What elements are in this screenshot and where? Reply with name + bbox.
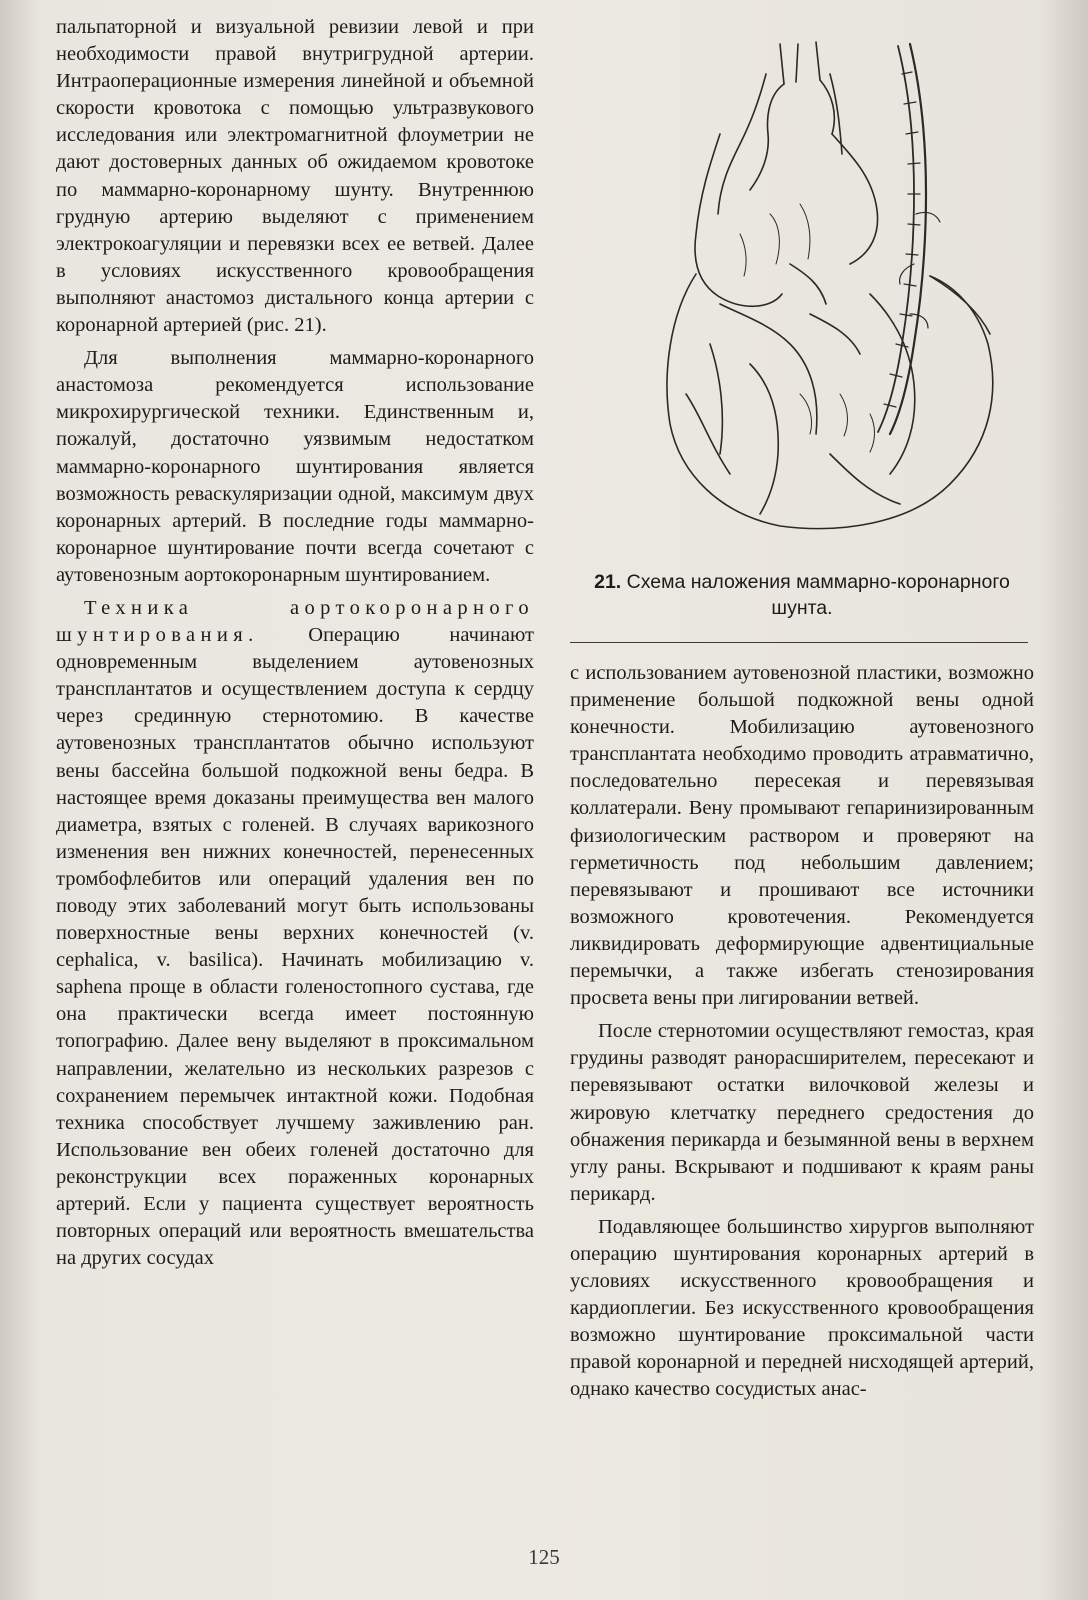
right-column: [570, 14, 1034, 1401]
left-paragraph-3-text: Операцию начинают одновременным выделением аутовенозных трансплантатов и осуществлением доступа к сердцу через срединную стернотомию. В качестве аутовенозных трансплантатов обычно используют вены бассейна большой подкожной вены бедра. В настоящее время доказаны преимущества вен малого диаметра, взятых с голеней. В случаях варикозного изменения вен нижних конечностей, перенесенных тромбофлебитов или операций удаления вен по поводу этих заболеваний могут быть использованы поверхностные вены верхних конечностей (v. cephalica, v. basilica). Начинать мобилизацию v. saphena проще в области голеностопного сустава, где она практически всегда имеет постоянную топографию. Далее вену выделяют в проксимальном направлении, желательно из нескольких разрезов с сохранением перемычек интактной кожи. Подобная техника способствует лучшему заживлению ран. Использование вен обеих голеней достаточно для реконструкции всех пораженных коронарных артерий. Если у пациента существует вероятность повторных операций или вероятность вмешательства на других сосудах: [56, 624, 534, 1270]
figure-number: 21.: [594, 571, 622, 593]
figure-21: [570, 14, 1034, 534]
left-column: [56, 14, 534, 1272]
page-number: 125: [528, 1545, 560, 1569]
right-column-text: [570, 660, 1034, 1404]
section-heading: Техника аортокоронарного шунтирования.: [56, 596, 534, 647]
right-paragraph-3: Подавляющее большинство хирургов выполняют операцию шунтирования коронарных артерий в условиях искусственного кровообращения и кардиоплегии. Без искусственного кровообращения возможно шунтирование проксимальной части правой коронарной и передней нисходящей артерий, однако качество сосудистых анас-: [570, 1215, 1034, 1401]
left-paragraph-1: пальпаторной и визуальной ревизии левой и при необходимости правой внутригрудной артерии. Интраоперационные измерения линейной и объемной скорости кровотока с помощью ультразвукового исследования или электромагнитной флоуметрии не дают достоверных данных об ожидаемом кровотоке по маммарно-коронарному шунту. Внутреннюю грудную артерию выделяют с применением электрокоагуляции и перевязки всех ее ветвей. Далее в условиях искусственного кровообращения выполняют анастомоз дистального конца артерии с коронарной артерией (рис. 21).: [56, 16, 534, 337]
figure-caption: [570, 569, 1034, 621]
heart-bypass-illustration: [570, 14, 1034, 544]
caption-divider: [570, 642, 1028, 643]
figure-caption-text: Схема наложения маммарно-коронарного шунта.: [626, 571, 1010, 619]
left-paragraph-2: Для выполнения маммарно-коронарного анастомоза рекомендуется использование микрохирургической техники. Единственным и, пожалуй, достаточно уязвимым недостатком маммарно-коронарного шунтирования является возможность реваскуляризации одной, максимум двух коронарных артерий. В последние годы маммарно-коронарное шунтирование почти всегда сочетают с аутовенозным аортокоронарным шунтированием.: [56, 347, 534, 586]
left-paragraph-3: [56, 595, 534, 1272]
right-paragraph-1: с использованием аутовенозной пластики, возможно применение большой подкожной вены одной конечности. Мобилизацию аутовенозного трансплантата необходимо проводить атравматично, последовательно пересекая и перевязывая коллатерали. Вену промывают гепаринизированным физиологическим раствором и проверяют на герметичность под небольшим давлением; перевязывают и прошивают все источники возможного кровотечения. Рекомендуется ликвидировать деформирующие адвентициальные перемычки, а также избегать стенозирования просвета вены при лигировании ветвей.: [570, 662, 1034, 1010]
right-paragraph-2: После стернотомии осуществляют гемостаз, края грудины разводят ранорасширителем, пересекают и перевязывают остатки вилочковой железы и жировую клетчатку переднего средостения до обнажения перикарда и безымянной вены в верхнем углу раны. Вскрывают и подшивают к краям раны перикард.: [570, 1020, 1034, 1205]
